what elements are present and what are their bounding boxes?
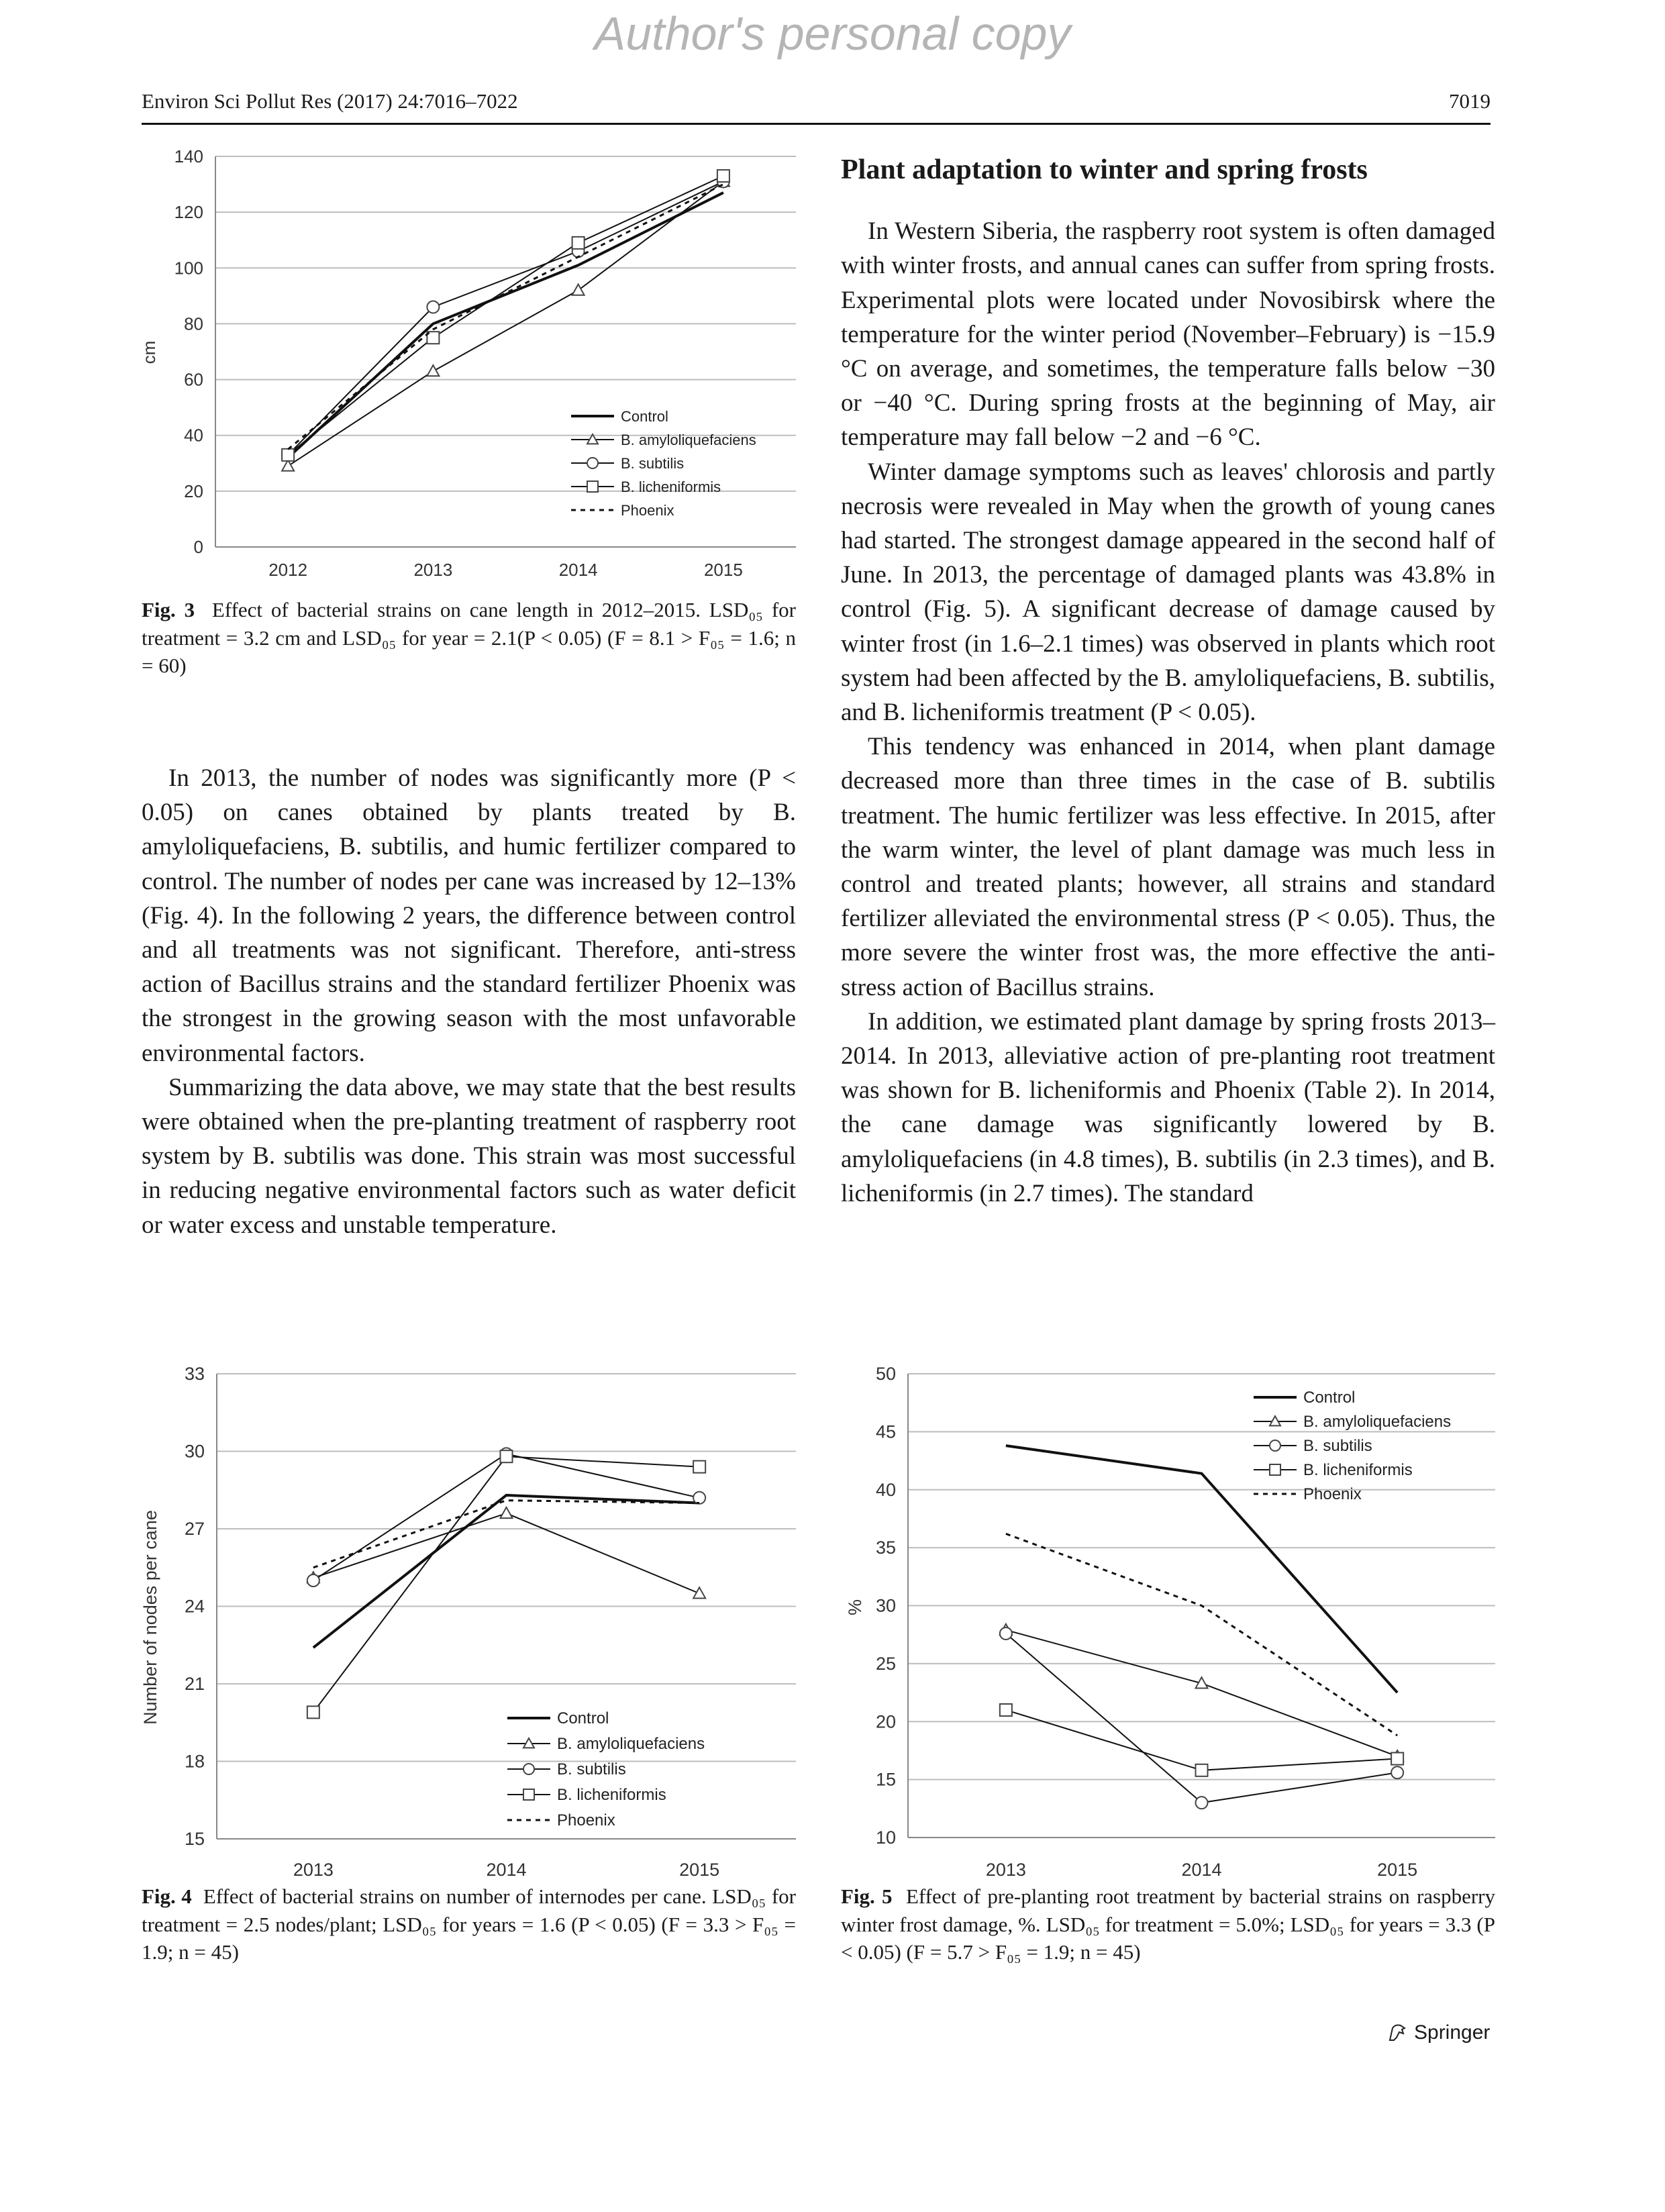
y-tick-label: 25: [875, 1653, 896, 1674]
x-tick-label: 2013: [413, 560, 453, 580]
legend-label: Control: [557, 1709, 609, 1727]
y-tick-label: 45: [875, 1421, 896, 1442]
x-tick-label: 2015: [703, 560, 743, 580]
x-tick-label: 2015: [679, 1860, 720, 1880]
series-line: [1006, 1630, 1397, 1756]
fig4-caption-text: Effect of bacterial strains on number of internodes per cane. LSD₀₅ for treatment = 2.5 nodes/plant; LSD₀₅ for years = 1.6 (P < 0.05) (F = 3.3 > F₀₅ = 1.9; n = 45): [142, 1884, 796, 1964]
x-tick-label: 2014: [1181, 1860, 1222, 1880]
data-point: [717, 170, 729, 182]
data-point: [427, 365, 439, 376]
fig5-label: Fig. 5: [841, 1884, 893, 1908]
y-tick-label: 120: [174, 202, 203, 223]
journal-citation: Environ Sci Pollut Res (2017) 24:7016–7022: [142, 89, 518, 113]
data-point: [693, 1587, 705, 1598]
right-column: [841, 153, 1495, 1211]
legend-label: Phoenix: [621, 502, 674, 519]
data-point: [427, 301, 439, 313]
fig3-caption-text: Effect of bacterial strains on cane length in 2012–2015. LSD₀₅ for treatment = 3.2 cm and LSD₀₅ for year = 2.1(P < 0.05) (F = 8.1 > F₀₅ = 1.6; n = 60): [142, 598, 796, 677]
data-point: [282, 460, 294, 470]
springer-horse-icon: [1386, 2021, 1409, 2044]
y-tick-label: 100: [174, 258, 203, 279]
watermark: Author's personal copy: [594, 7, 1071, 60]
fig4-label: Fig. 4: [142, 1884, 192, 1908]
y-tick-label: 10: [875, 1827, 896, 1848]
y-tick-label: 30: [184, 1441, 205, 1462]
legend-label: B. subtilis: [621, 455, 685, 472]
data-point: [501, 1450, 513, 1462]
legend-label: B. licheniformis: [1303, 1461, 1413, 1479]
legend-label: B. licheniformis: [621, 479, 721, 495]
legend-marker: [523, 1789, 534, 1800]
series-line: [1006, 1633, 1397, 1803]
data-point: [1391, 1753, 1403, 1765]
legend-label: Control: [621, 408, 668, 425]
y-tick-label: 40: [184, 425, 203, 446]
legend-marker: [587, 481, 598, 492]
x-tick-label: 2012: [268, 560, 308, 580]
fig5-chart: [841, 1346, 1502, 1882]
y-tick-label: 35: [875, 1538, 896, 1558]
x-tick-label: 2015: [1377, 1860, 1418, 1880]
y-tick-label: 60: [184, 369, 203, 390]
legend-label: Control: [1303, 1389, 1356, 1407]
legend-label: B. licheniformis: [557, 1786, 666, 1804]
left-paragraph-1: In 2013, the number of nodes was significantly more (P < 0.05) on canes obtained by plants treated by B. amyloliquefaciens, B. subtilis, and humic fertilizer compared to control. The number of nodes per cane was increased by 12–13% (Fig. 4). In the following 2 years, the difference between control and all treatments was not significant. Therefore, anti-stress action of Bacillus strains and the standard fertilizer Phoenix was the strongest in the growing season with the most unfavorable environmental factors.: [142, 764, 796, 1067]
legend-label: B. subtilis: [557, 1760, 626, 1778]
data-point: [1000, 1627, 1012, 1640]
y-tick-label: 50: [875, 1364, 896, 1384]
publisher-footer: [1386, 2021, 1490, 2044]
y-axis-label: Number of nodes per cane: [140, 1510, 160, 1725]
y-tick-label: 15: [875, 1769, 896, 1790]
right-paragraph-4: In addition, we estimated plant damage by spring frosts 2013–2014. In 2013, alleviative action of pre-planting root treatment was shown for B. licheniformis and Phoenix (Table 2). In 2014, the cane damage was significantly lowered by B. amyloliquefaciens (in 4.8 times), B. subtilis (in 2.3 times), and B. licheniformis (in 2.7 times). The standard: [841, 1007, 1495, 1207]
legend-label: B. amyloliquefaciens: [557, 1735, 705, 1753]
x-tick-label: 2013: [293, 1860, 334, 1880]
fig3-label: Fig. 3: [142, 598, 195, 621]
fig5-caption-text: Effect of pre-planting root treatment by bacterial strains on raspberry winter frost damage, %. LSD₀₅ for treatment = 5.0%; LSD₀₅ for years = 3.3 (P < 0.05) (F = 5.7 > F₀₅ = 1.9; n = 45): [841, 1884, 1495, 1964]
legend-marker: [1270, 1440, 1280, 1451]
y-tick-label: 20: [875, 1711, 896, 1732]
series-line: [1006, 1710, 1397, 1770]
fig3-caption: [142, 596, 796, 680]
right-paragraph-2: Winter damage symptoms such as leaves' chlorosis and partly necrosis were revealed in May when the growth of young canes had started. The strongest damage appeared in the second half of June. In 2013, the percentage of damaged plants was 43.8% in control (Fig. 5). A significant decrease of damage caused by winter frost (in 1.6–2.1 times) was observed in plants which root system had been affected by the B. amyloliquefaciens, B. subtilis, and B. licheniformis treatment (P < 0.05).: [841, 458, 1495, 727]
series-line: [1006, 1446, 1397, 1693]
legend-label: Phoenix: [1303, 1485, 1362, 1503]
fig4-caption: [142, 1882, 796, 1966]
x-tick-label: 2013: [985, 1860, 1026, 1880]
legend-label: B. subtilis: [1303, 1437, 1372, 1455]
y-tick-label: 15: [184, 1829, 205, 1849]
data-point: [1000, 1704, 1012, 1716]
data-point: [501, 1507, 513, 1518]
section-heading: Plant adaptation to winter and spring frosts: [841, 154, 1368, 185]
series-line: [313, 1513, 699, 1593]
data-point: [307, 1574, 319, 1587]
legend-marker: [587, 458, 598, 468]
data-point: [307, 1706, 319, 1718]
data-point: [572, 285, 585, 295]
x-tick-label: 2014: [486, 1860, 527, 1880]
y-tick-label: 18: [184, 1751, 205, 1772]
legend-label: B. amyloliquefaciens: [1303, 1413, 1452, 1431]
page-number: 7019: [1449, 89, 1491, 113]
y-tick-label: 40: [875, 1479, 896, 1500]
legend-marker: [1270, 1464, 1280, 1475]
legend-label: B. amyloliquefaciens: [621, 432, 756, 448]
y-tick-label: 30: [875, 1595, 896, 1616]
data-point: [1196, 1797, 1208, 1809]
y-axis-label: cm: [139, 340, 159, 364]
y-tick-label: 0: [193, 537, 203, 557]
y-tick-label: 140: [174, 146, 203, 166]
header-rule: [142, 123, 1491, 125]
fig5-caption: [841, 1882, 1495, 1966]
y-tick-label: 80: [184, 313, 203, 334]
data-point: [282, 449, 294, 461]
y-tick-label: 24: [184, 1596, 205, 1617]
publisher-name: Springer: [1414, 2021, 1491, 2044]
x-tick-label: 2014: [558, 560, 598, 580]
left-column: [142, 761, 796, 1242]
y-tick-label: 20: [184, 481, 203, 501]
fig3-chart: [139, 144, 803, 591]
data-point: [693, 1461, 705, 1473]
right-paragraph-3: This tendency was enhanced in 2014, when plant damage decreased more than three times in the case of B. subtilis treatment. The humic fertilizer was less effective. In 2015, after the warm winter, the level of plant damage was much less in control and treated plants; however, all strains and standard fertilizer alleviated the environmental stress (P < 0.05). Thus, the more severe the winter frost was, the more effective the anti-stress action of Bacillus strains.: [841, 733, 1495, 1001]
series-line: [1006, 1534, 1397, 1736]
legend-label: Phoenix: [557, 1811, 615, 1829]
y-axis-label: %: [845, 1599, 865, 1616]
y-tick-label: 21: [184, 1674, 205, 1694]
left-paragraph-2: Summarizing the data above, we may state that the best results were obtained when the pre-planting treatment of raspberry root system by B. subtilis was done. This strain was most successful in reducing negative environmental factors such as water deficit or water excess and unstable temperature.: [142, 1073, 796, 1239]
data-point: [1391, 1766, 1403, 1778]
y-tick-label: 33: [184, 1364, 205, 1384]
data-point: [572, 237, 585, 249]
legend-marker: [523, 1764, 534, 1774]
fig4-chart: [142, 1346, 803, 1882]
y-tick-label: 27: [184, 1519, 205, 1539]
right-paragraph-1: In Western Siberia, the raspberry root system is often damaged with winter frosts, and annual canes can suffer from spring frosts. Experimental plots were located under Novosibirsk where the temperature for the winter period (November–February) is −15.9 °C on average, and sometimes, the temperature falls below −30 or −40 °C. During spring frosts at the beginning of May, air temperature may fall below −2 and −6 °C.: [841, 217, 1495, 452]
data-point: [1196, 1764, 1208, 1776]
